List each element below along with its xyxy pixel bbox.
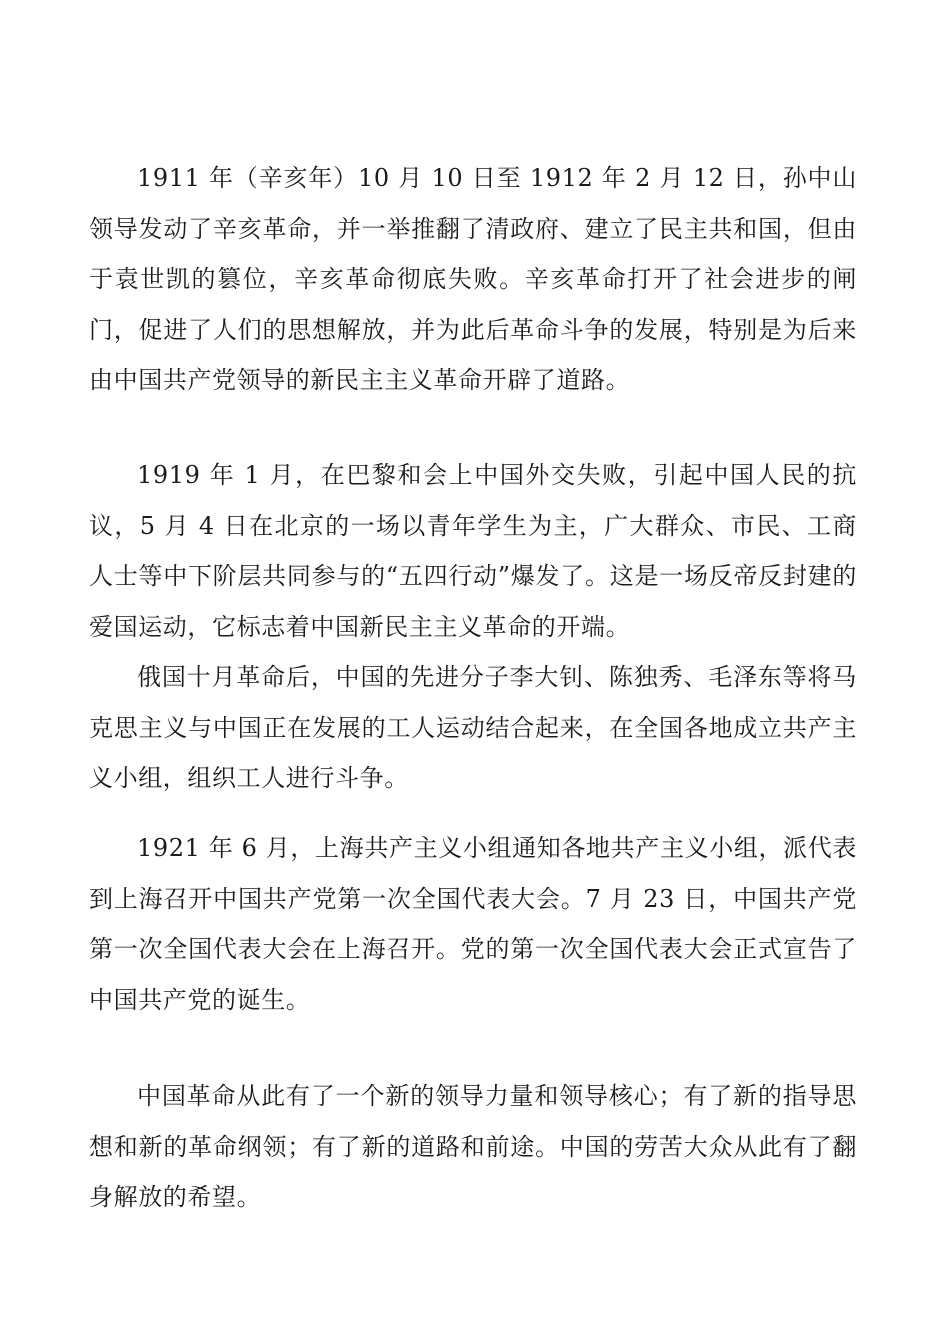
paragraph-first-congress: 1921 年 6 月，上海共产主义小组通知各地共产主义小组，派代表到上海召开中国共产党第一次全国代表大会。7 月 23 日，中国共产党第一次全国代表大会在上海召开。党的第一次全国代表大会正式宣告了中国共产党的诞生。 xyxy=(89,834,857,1014)
paragraph-new-leadership: 中国革命从此有了一个新的领导力量和领导核心；有了新的指导思想和新的革命纲领；有了新的道路和前途。中国的劳苦大众从此有了翻身解放的希望。 xyxy=(89,1082,857,1211)
paragraph-may-fourth-movement: 1919 年 1 月，在巴黎和会上中国外交失败，引起中国人民的抗议，5 月 4 日在北京的一场以青年学生为主，广大群众、市民、工商人士等中下阶层共同参与的“五四行动”爆发了。这是一场反帝反封建的爱国运动，它标志着中国新民主主义革命的开端。 xyxy=(89,461,857,641)
paragraph-october-revolution: 俄国十月革命后，中国的先进分子李大钊、陈独秀、毛泽东等将马克思主义与中国正在发展的工人运动结合起来，在全国各地成立共产主义小组，组织工人进行斗争。 xyxy=(89,663,857,792)
paragraph-xinhai-revolution: 1911 年（辛亥年）10 月 10 日至 1912 年 2 月 12 日，孙中山领导发动了辛亥革命，并一举推翻了清政府、建立了民主共和国，但由于袁世凯的篡位，辛亥革命彻底失败。辛亥革命打开了社会进步的闸门，促进了人们的思想解放，并为此后革命斗争的发展，特别是为后来由中国共产党领导的新民主主义革命开辟了道路。 xyxy=(89,164,857,394)
